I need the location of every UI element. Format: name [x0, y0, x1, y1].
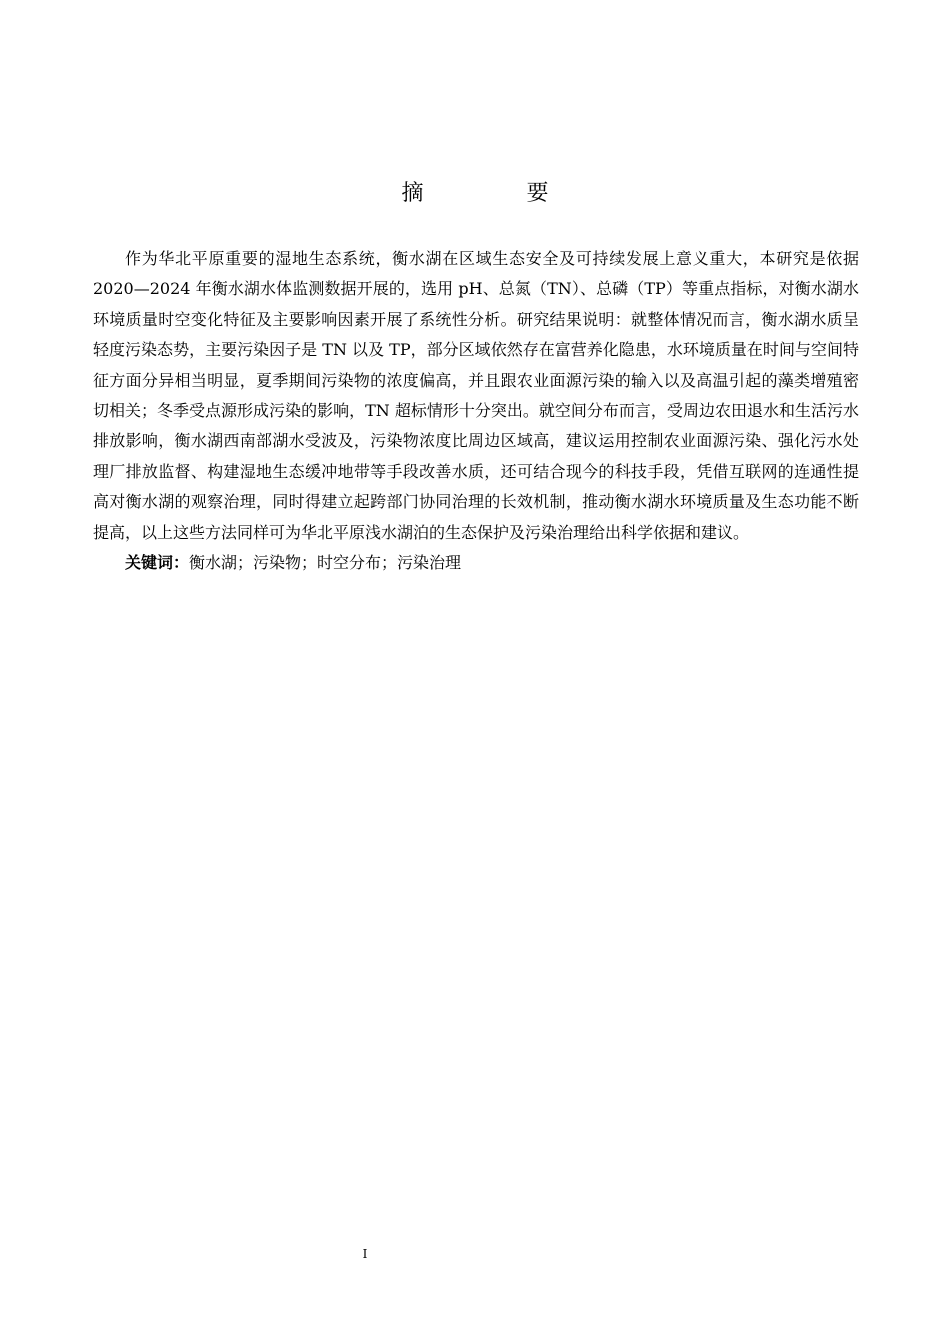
page-title: 摘 要	[401, 181, 597, 206]
abstract-section	[93, 244, 859, 578]
page-number: I	[362, 1247, 368, 1261]
keywords-label: 关键词：	[125, 553, 190, 573]
abstract-paragraph: 作为华北平原重要的湿地生态系统，衡水湖在区域生态安全及可持续发展上意义重大，本研究是依据 2020—2024 年衡水湖水体监测数据开展的，选用 pH、总氮（TN）、总磷（TP）等重点指标，对衡水湖水环境质量时空变化特征及主要影响因素开展了系统性分析。研究结果说明：就整体情况而言，衡水湖水质呈轻度污染态势，主要污染因子是 TN 以及 TP，部分区域依然存在富营养化隐患，水环境质量在时间与空间特征方面分异相当明显，夏季期间污染物的浓度偏高，并且跟农业面源污染的输入以及高温引起的藻类增殖密切相关；冬季受点源形成污染的影响，TN 超标情形十分突出。就空间分布而言，受周边农田退水和生活污水排放影响，衡水湖西南部湖水受波及，污染物浓度比周边区域高，建议运用控制农业面源污染、强化污水处理厂排放监督、构建湿地生态缓冲地带等手段改善水质，还可结合现今的科技手段，凭借互联网的连通性提高对衡水湖的观察治理，同时得建立起跨部门协同治理的长效机制，推动衡水湖水环境质量及生态功能不断提高，以上这些方法同样可为华北平原浅水湖泊的生态保护及污染治理给出科学依据和建议。	[93, 249, 859, 542]
keywords-value: 衡水湖；污染物；时空分布；污染治理	[189, 553, 462, 573]
keywords-line	[93, 548, 859, 578]
